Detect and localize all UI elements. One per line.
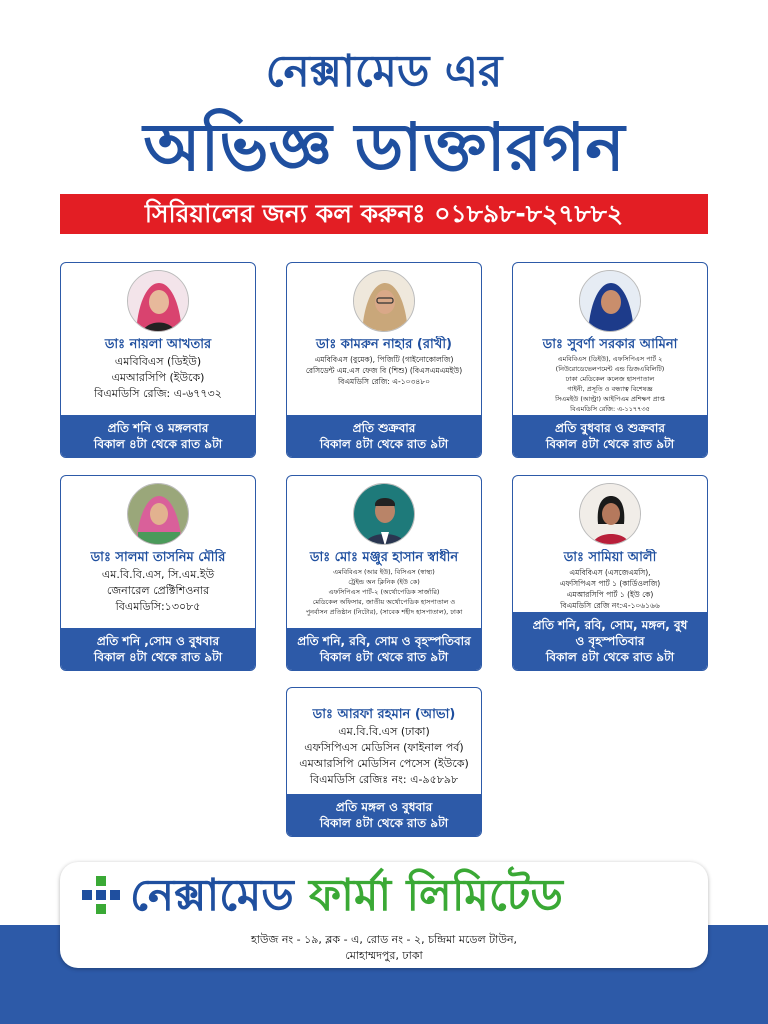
qualification-line: গাইনী, প্রসূতি ও বন্ধ্যাত্ব বিশেষজ্ঞ	[567, 385, 653, 393]
doctor-photo	[127, 483, 189, 545]
doctor-schedule	[513, 612, 707, 670]
doctor-card	[512, 262, 708, 458]
doctor-qualifications	[287, 566, 481, 617]
nexamed-logo-icon	[82, 876, 120, 914]
schedule-time: বিকাল ৪টা থেকে রাত ৯টা	[319, 650, 449, 664]
company-footer	[60, 862, 708, 968]
qualification-line: সিএমইউ (আল্ট্রা) আইপিএম প্রশিক্ষণ প্রাপ্ত	[555, 395, 665, 403]
doctor-name: ডাঃ মোঃ মঞ্জুর হাসান স্বাধীন	[309, 550, 459, 565]
qualification-line: এমআরসিপি মেডিসিন পেসেস (ইউকে)	[299, 757, 469, 770]
qualification-line: এম.বি.বি.এস (ঢাকা)	[338, 725, 430, 738]
doctor-card	[60, 262, 256, 458]
qualification-line: এমবিবিএস (ডিইউ)	[114, 355, 202, 368]
doctor-schedule	[61, 628, 255, 670]
qualification-line: এফসিপিএস মেডিসিন (ফাইনাল পর্ব)	[304, 741, 464, 754]
schedule-time: বিকাল ৪টা থেকে রাত ৯টা	[545, 437, 675, 451]
company-name-blue: নেক্সামেড	[130, 870, 294, 921]
qualification-line: এফসিপিএস পার্ট-২ (অর্থোপেডিক সার্জারি)	[328, 588, 440, 596]
doctor-schedule	[513, 415, 707, 457]
doctor-photo	[127, 270, 189, 332]
doctor-qualifications	[513, 353, 707, 414]
qualification-line: ট্রেইন্ড অন ক্লিনিক (ইউ কে)	[348, 578, 420, 586]
doctor-card	[286, 262, 482, 458]
doctor-name: ডাঃ আরফা রহমান (আভা)	[312, 707, 456, 722]
doctor-name: ডাঃ নায়লা আখতার	[104, 337, 212, 352]
address-line: মোহাম্মদপুর, ঢাকা	[345, 949, 423, 962]
schedule-days: প্রতি শনি ,সোম ও বুধবার	[96, 634, 220, 648]
schedule-days: প্রতি শুক্রবার	[352, 421, 416, 435]
qualification-line: এমআরসিপি (ইউকে)	[111, 371, 205, 384]
qualification-line: ঢাকা মেডিকেল কলেজ হাসপাতাল	[565, 375, 655, 383]
schedule-time: বিকাল ৪টা থেকে রাত ৯টা	[93, 650, 223, 664]
qualification-line: এমবিবিএস (আর ইউ), বিসিএস (স্বাস্থ্য)	[333, 568, 435, 576]
doctor-photo	[353, 483, 415, 545]
doctor-schedule	[61, 415, 255, 457]
doctor-name: ডাঃ সুবর্ণা সরকার আমিনা	[542, 337, 678, 352]
schedule-days: প্রতি বুধবার ও শুক্রবার	[554, 421, 666, 435]
qualification-line: জেনারেল প্রেক্টিশিওনার	[106, 584, 210, 597]
qualification-line: বিএমডিসি রেজি: এ-১১৭৭৩৫	[570, 405, 650, 413]
qualification-line: এম.বি.বি.এস, সি.এম.ইউ	[101, 568, 215, 581]
doctor-name: ডাঃ সালমা তাসনিম মৌরি	[90, 550, 226, 565]
doctor-qualifications	[513, 566, 707, 611]
doctor-qualifications	[61, 566, 255, 615]
qualification-line: বিএমডিসি রেজিঃ নং: এ-৯৫৮৯৮	[309, 773, 459, 786]
schedule-time: বিকাল ৪টা থেকে রাত ৯টা	[319, 816, 449, 830]
doctor-schedule	[287, 794, 481, 836]
header-title: অভিজ্ঞ ডাক্তারগন	[143, 109, 625, 186]
schedule-days: প্রতি শনি, রবি, সোম, মঙ্গল, বুধ	[532, 618, 688, 632]
doctor-card	[60, 475, 256, 671]
schedule-time: বিকাল ৪টা থেকে রাত ৯টা	[545, 650, 675, 664]
doctor-qualifications	[61, 353, 255, 402]
doctor-schedule	[287, 415, 481, 457]
qualification-line: এমবিবিএস (ডিইউ), এফসিপিএস পার্ট ২	[557, 355, 663, 363]
doctor-photo	[353, 270, 415, 332]
qualification-line: এমআরসিপি পার্ট ১ (ইউ কে)	[566, 590, 654, 599]
doctor-name: ডাঃ সামিয়া আলী	[563, 550, 657, 565]
schedule-time: বিকাল ৪টা থেকে রাত ৯টা	[319, 437, 449, 451]
doctor-card	[286, 687, 482, 837]
serial-call-banner: সিরিয়ালের জন্য কল করুনঃ ০১৮৯৮-৮২৭৮৮২	[60, 194, 708, 234]
header-subtitle: নেক্সামেড এর	[265, 46, 503, 97]
doctor-card	[512, 475, 708, 671]
schedule-days: প্রতি মঙ্গল ও বুধবার	[335, 800, 433, 814]
doctor-name: ডাঃ কামরুন নাহার (রাখী)	[315, 337, 452, 352]
doctor-schedule	[287, 628, 481, 670]
address-line: হাউজ নং - ১৯, ব্লক - এ, রোড নং - ২, চন্দ্রিমা মডেল টাউন,	[250, 933, 518, 946]
company-name-green: ফার্মা লিমিটেড	[309, 870, 563, 921]
qualification-line: রেসিডেন্ট এম.এস ফেজ বি (শিশু) (বিএসএমএমইউ)	[305, 366, 463, 375]
qualification-line: এমবিবিএস (এসজেএমসি),	[569, 568, 651, 577]
qualification-line: বিএমডিসি রেজি: এ-১০৩৪৮০	[338, 377, 430, 386]
schedule-time: বিকাল ৪টা থেকে রাত ৯টা	[93, 437, 223, 451]
doctor-qualifications	[287, 353, 481, 387]
doctor-photo	[579, 483, 641, 545]
qualification-line: বিএমডিসি রেজি নং:এ-১০৬১৬৬	[560, 601, 660, 610]
doctor-qualifications	[287, 723, 481, 788]
qualification-line: (নিউরোডেভেলপমেন্ট এন্ড ডিজএবিলিটি)	[555, 365, 665, 373]
company-name	[130, 868, 563, 924]
doctor-photo	[579, 270, 641, 332]
qualification-line: মেডিকেল অফিসার, জাতীয় অর্থোপেডিক হাসপাতাল ও	[312, 598, 456, 606]
schedule-days: প্রতি শনি ও মঙ্গলবার	[107, 421, 209, 435]
qualification-line: বিএমডিসি:১৩০৮৫	[115, 600, 201, 613]
company-address	[60, 932, 708, 964]
schedule-days-cont: ও বৃহস্পতিবার	[575, 634, 645, 648]
qualification-line: এমবিবিএস (বুমেক), পিজিটি (গাইনোকোলজি)	[314, 355, 454, 364]
qualification-line: পুনর্বাসন প্রতিষ্ঠান (নিটোর), (সাবেক শহীদ হাসপাতাল), ঢাকা	[305, 608, 463, 616]
qualification-line: বিএমডিসি রেজি: এ-৬৭৭৩২	[94, 387, 222, 400]
qualification-line: এফসিপিএস পার্ট ১ (কার্ডিওলজি)	[559, 579, 661, 588]
schedule-days: প্রতি শনি, রবি, সোম ও বৃহস্পতিবার	[297, 634, 471, 648]
doctor-card	[286, 475, 482, 671]
